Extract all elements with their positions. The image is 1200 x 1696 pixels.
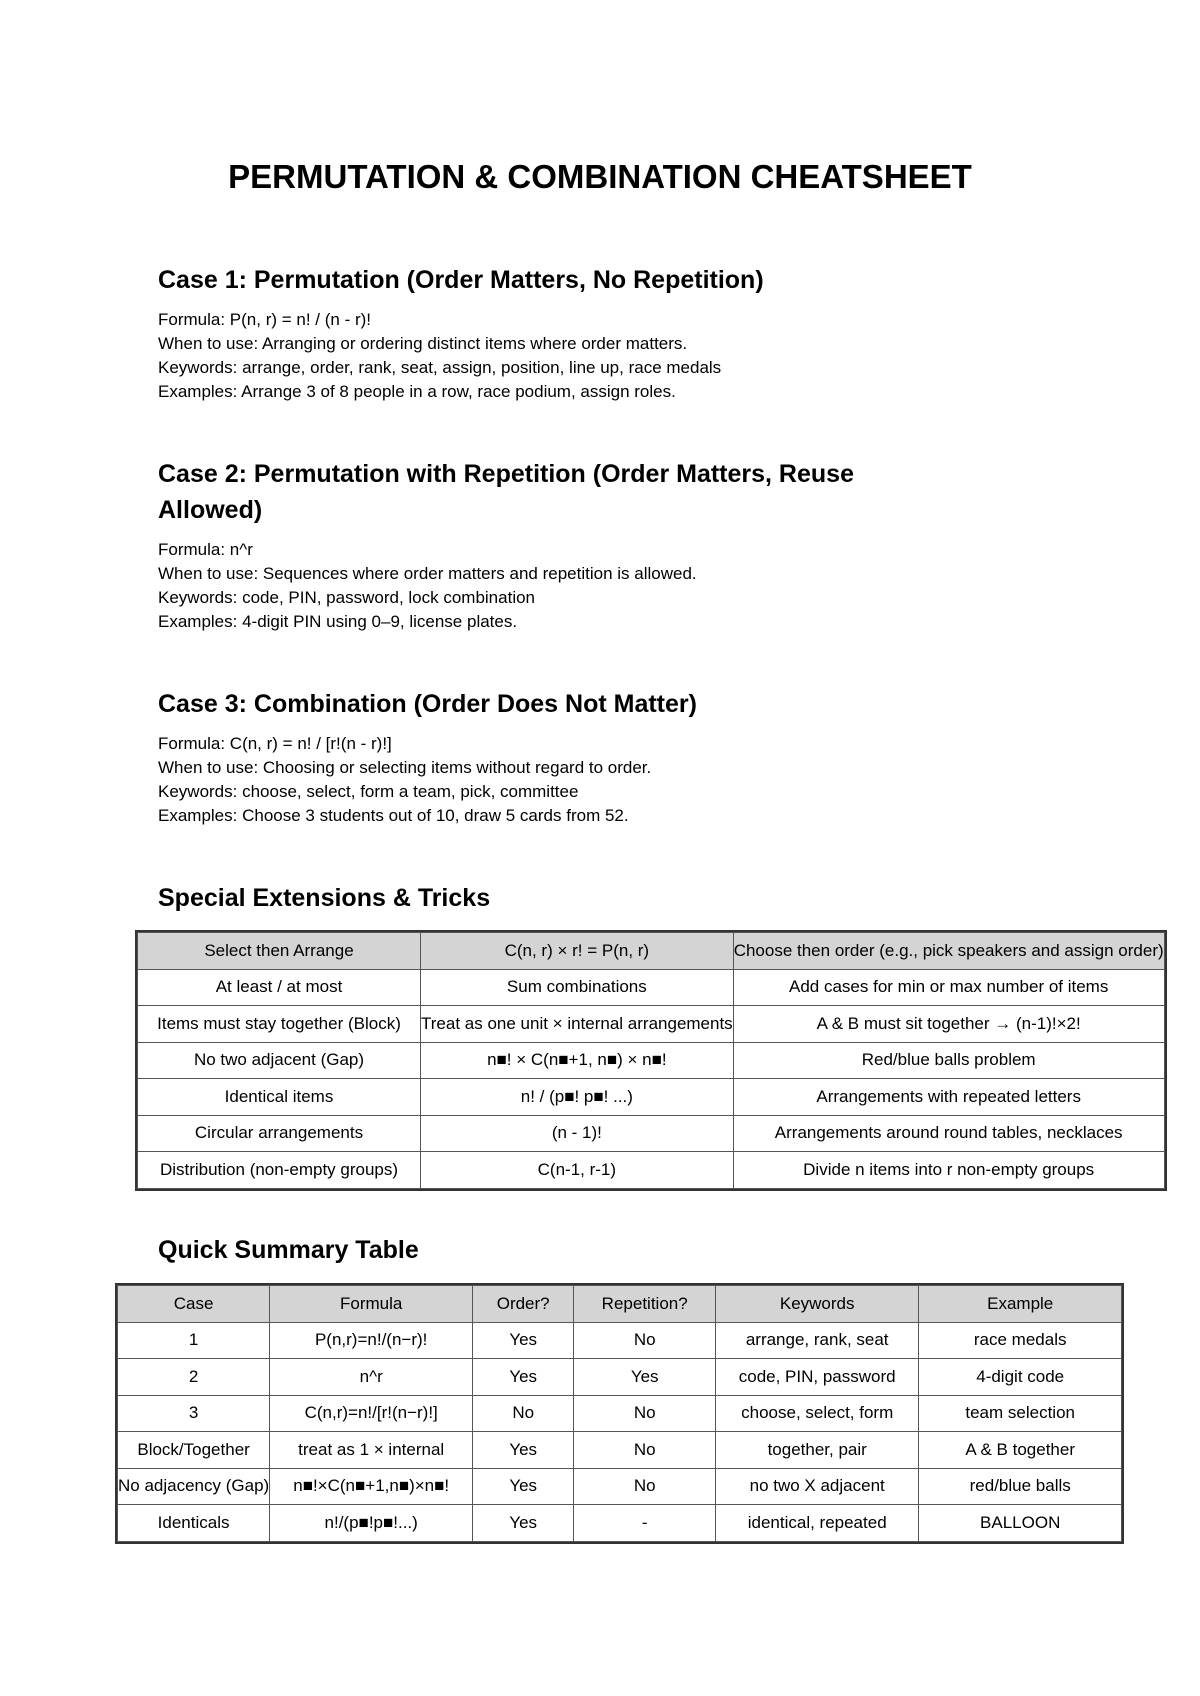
table-cell: treat as 1 × internal bbox=[270, 1432, 473, 1469]
table-cell: No bbox=[574, 1468, 716, 1505]
case-3-examples: Examples: Choose 3 students out of 10, draw 5 cards from 52. bbox=[158, 806, 629, 825]
table-cell: Items must stay together (Block) bbox=[138, 1006, 421, 1043]
table-cell: 2 bbox=[118, 1359, 270, 1396]
case-2-heading-line2: Allowed) bbox=[158, 496, 263, 524]
case-3-section bbox=[158, 686, 1058, 828]
table-row bbox=[118, 1432, 1122, 1469]
table-cell: (n - 1)! bbox=[421, 1115, 734, 1152]
page-title: PERMUTATION & COMBINATION CHEATSHEET bbox=[228, 158, 972, 195]
column-header: Keywords bbox=[716, 1286, 919, 1323]
case-2-examples: Examples: 4-digit PIN using 0–9, license plates. bbox=[158, 612, 518, 631]
table-cell: Distribution (non-empty groups) bbox=[138, 1152, 421, 1189]
column-header: Case bbox=[118, 1286, 270, 1323]
table-cell: 1 bbox=[118, 1322, 270, 1359]
tricks-heading: Special Extensions & Tricks bbox=[158, 884, 491, 912]
case-3-heading: Case 3: Combination (Order Does Not Matter) bbox=[158, 690, 697, 718]
table-cell: arrange, rank, seat bbox=[716, 1322, 919, 1359]
table-cell: Circular arrangements bbox=[138, 1115, 421, 1152]
table-cell: C(n, r) × r! = P(n, r) bbox=[421, 933, 734, 970]
table-row bbox=[118, 1322, 1122, 1359]
case-1-examples: Examples: Arrange 3 of 8 people in a row, race podium, assign roles. bbox=[158, 382, 676, 401]
table-cell: together, pair bbox=[716, 1432, 919, 1469]
table-cell: Yes bbox=[473, 1322, 574, 1359]
table-cell: Arrangements around round tables, necklaces bbox=[733, 1115, 1164, 1152]
table-cell: Sum combinations bbox=[421, 969, 734, 1006]
table-cell: n^r bbox=[270, 1359, 473, 1396]
table-cell: No bbox=[574, 1395, 716, 1432]
case-2-when: When to use: Sequences where order matters and repetition is allowed. bbox=[158, 564, 697, 583]
case-3-formula: Formula: C(n, r) = n! / [r!(n - r)!] bbox=[158, 734, 392, 753]
table-cell: n! / (p■! p■! ...) bbox=[421, 1079, 734, 1116]
column-header: Example bbox=[919, 1286, 1122, 1323]
table-cell: Select then Arrange bbox=[138, 933, 421, 970]
case-2-formula: Formula: n^r bbox=[158, 540, 253, 559]
table-cell: Divide n items into r non-empty groups bbox=[733, 1152, 1164, 1189]
table-cell: 3 bbox=[118, 1395, 270, 1432]
table-cell: 4-digit code bbox=[919, 1359, 1122, 1396]
table-row bbox=[118, 1286, 1122, 1323]
table-cell: Yes bbox=[473, 1505, 574, 1542]
table-cell: Treat as one unit × internal arrangements bbox=[421, 1006, 734, 1043]
table-row bbox=[138, 1115, 1165, 1152]
table-cell: identical, repeated bbox=[716, 1505, 919, 1542]
case-2-keywords: Keywords: code, PIN, password, lock combination bbox=[158, 588, 536, 607]
case-1-heading: Case 1: Permutation (Order Matters, No Repetition) bbox=[158, 266, 764, 294]
table-cell: Yes bbox=[574, 1359, 716, 1396]
table-cell: Block/Together bbox=[118, 1432, 270, 1469]
table-cell: n!/(p■!p■!...) bbox=[270, 1505, 473, 1542]
column-header: Order? bbox=[473, 1286, 574, 1323]
table-cell: C(n-1, r-1) bbox=[421, 1152, 734, 1189]
table-cell: P(n,r)=n!/(n−r)! bbox=[270, 1322, 473, 1359]
table-cell: red/blue balls bbox=[919, 1468, 1122, 1505]
table-row bbox=[138, 1079, 1165, 1116]
table-row bbox=[138, 1006, 1165, 1043]
case-1-section bbox=[158, 262, 1058, 404]
table-cell: Red/blue balls problem bbox=[733, 1042, 1164, 1079]
case-3-keywords: Keywords: choose, select, form a team, pick, committee bbox=[158, 782, 579, 801]
summary-heading: Quick Summary Table bbox=[158, 1236, 419, 1264]
tricks-table bbox=[137, 932, 1165, 1189]
summary-table bbox=[117, 1285, 1122, 1542]
table-cell: No bbox=[574, 1432, 716, 1469]
table-cell: Choose then order (e.g., pick speakers and assign order) bbox=[733, 933, 1164, 970]
case-3-when: When to use: Choosing or selecting items without regard to order. bbox=[158, 758, 652, 777]
column-header: Formula bbox=[270, 1286, 473, 1323]
case-2-section bbox=[158, 456, 1058, 634]
table-row bbox=[118, 1468, 1122, 1505]
table-cell: Identical items bbox=[138, 1079, 421, 1116]
case-2-heading-line1: Case 2: Permutation with Repetition (Order Matters, Reuse bbox=[158, 460, 854, 488]
table-row bbox=[118, 1395, 1122, 1432]
table-cell: At least / at most bbox=[138, 969, 421, 1006]
table-cell: code, PIN, password bbox=[716, 1359, 919, 1396]
table-cell: Yes bbox=[473, 1359, 574, 1396]
table-cell: Arrangements with repeated letters bbox=[733, 1079, 1164, 1116]
table-cell: team selection bbox=[919, 1395, 1122, 1432]
column-header: Repetition? bbox=[574, 1286, 716, 1323]
table-cell: C(n,r)=n!/[r!(n−r)!] bbox=[270, 1395, 473, 1432]
table-row bbox=[118, 1505, 1122, 1542]
table-cell: no two X adjacent bbox=[716, 1468, 919, 1505]
table-cell: n■!×C(n■+1,n■)×n■! bbox=[270, 1468, 473, 1505]
table-cell: A & B must sit together → (n-1)!×2! bbox=[733, 1006, 1164, 1043]
table-cell: n■! × C(n■+1, n■) × n■! bbox=[421, 1042, 734, 1079]
table-row bbox=[118, 1359, 1122, 1396]
case-1-keywords: Keywords: arrange, order, rank, seat, assign, position, line up, race medals bbox=[158, 358, 722, 377]
table-cell: No bbox=[574, 1322, 716, 1359]
table-cell: BALLOON bbox=[919, 1505, 1122, 1542]
table-cell: No two adjacent (Gap) bbox=[138, 1042, 421, 1079]
table-row bbox=[138, 933, 1165, 970]
table-cell: No bbox=[473, 1395, 574, 1432]
table-row bbox=[138, 969, 1165, 1006]
table-row bbox=[138, 1042, 1165, 1079]
table-cell: Add cases for min or max number of items bbox=[733, 969, 1164, 1006]
table-cell: No adjacency (Gap) bbox=[118, 1468, 270, 1505]
table-cell: A & B together bbox=[919, 1432, 1122, 1469]
table-cell: Yes bbox=[473, 1432, 574, 1469]
table-cell: - bbox=[574, 1505, 716, 1542]
case-1-when: When to use: Arranging or ordering distinct items where order matters. bbox=[158, 334, 688, 353]
table-cell: Yes bbox=[473, 1468, 574, 1505]
table-cell: race medals bbox=[919, 1322, 1122, 1359]
case-1-formula: Formula: P(n, r) = n! / (n - r)! bbox=[158, 310, 372, 329]
table-cell: choose, select, form bbox=[716, 1395, 919, 1432]
table-row bbox=[138, 1152, 1165, 1189]
table-cell: Identicals bbox=[118, 1505, 270, 1542]
